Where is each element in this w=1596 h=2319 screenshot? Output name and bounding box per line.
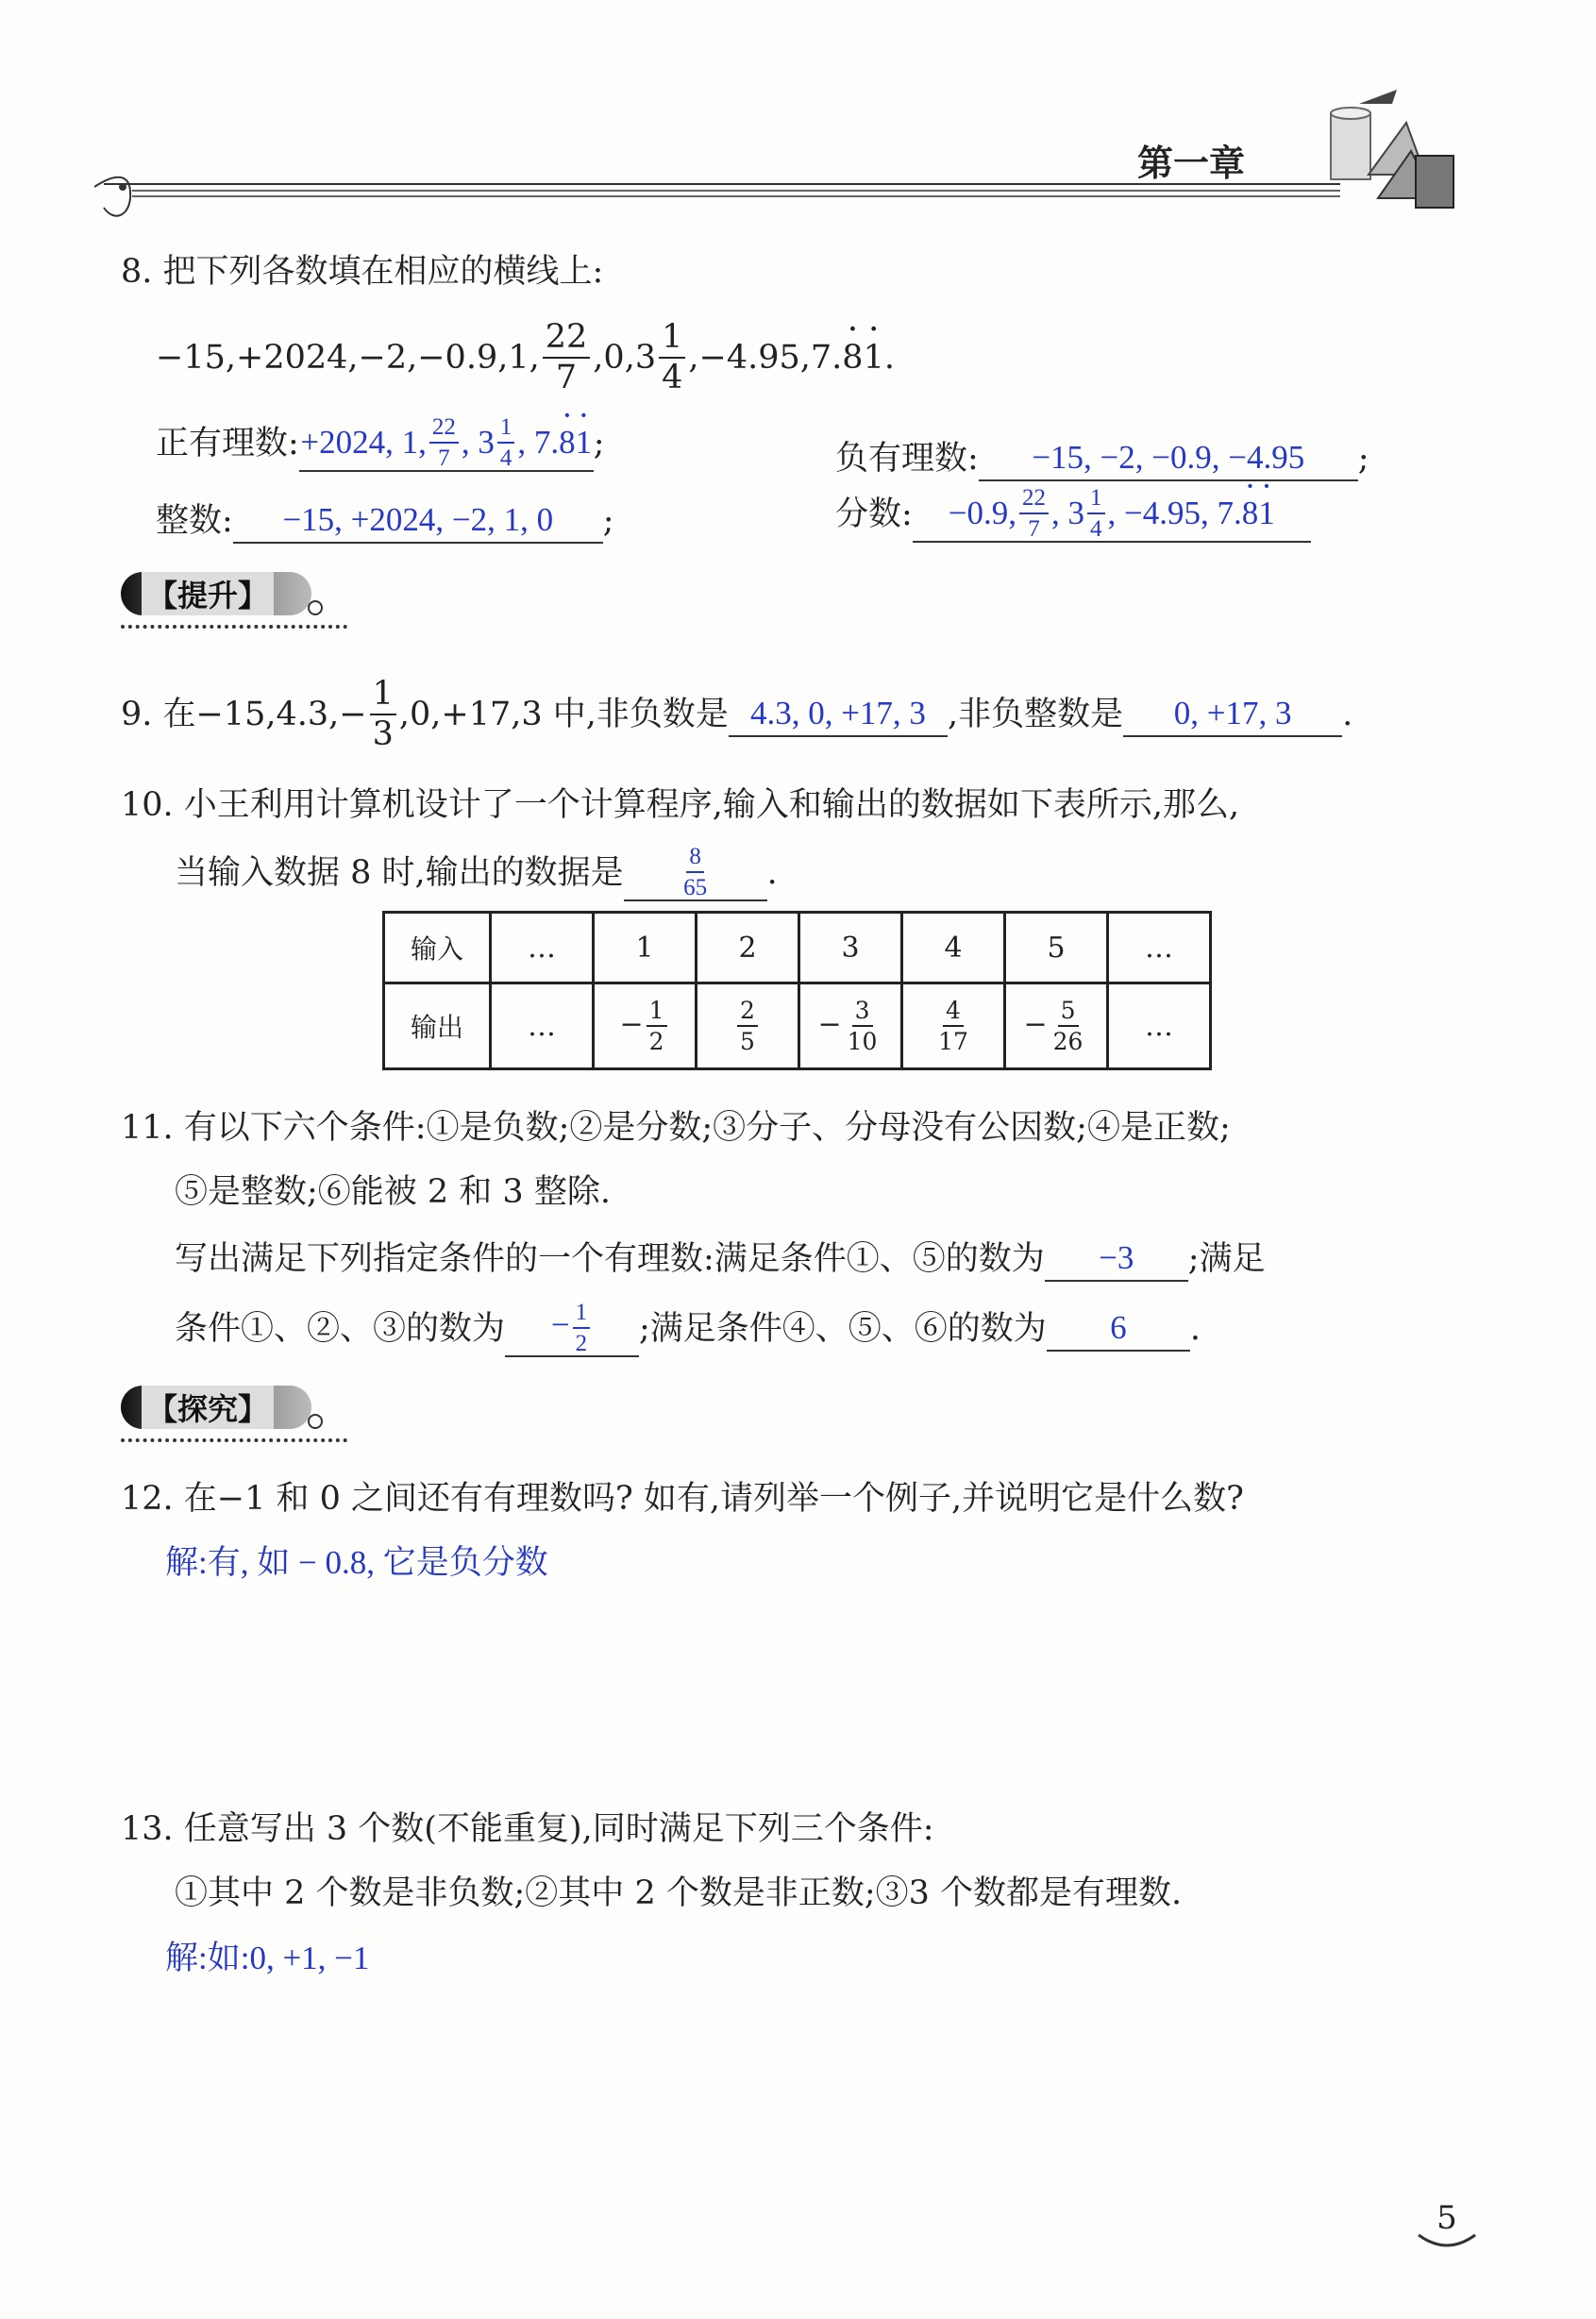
- q9-answer-nonnegative: 4.3, 0, +17, 3: [729, 692, 948, 737]
- section-badge-explore: [121, 1384, 325, 1431]
- q11-answer-1: −3: [1045, 1236, 1188, 1282]
- q9-text-a: 9. 在−15,4.3,−: [121, 696, 367, 733]
- q10-output-cell: $\frac{2}{5}$: [697, 983, 799, 1069]
- q11-line4b-text: ;满足条件④、⑤、⑥的数为: [639, 1310, 1047, 1348]
- q13-answer: 解:如:0, +1, −1: [165, 1940, 370, 1976]
- q8-integer-label: 整数:: [156, 502, 233, 540]
- q13-line2: ①其中 2 个数是非负数;②其中 2 个数是非正数;③3 个数都是有理数.: [175, 1874, 1183, 1912]
- q13-line1: 13. 任意写出 3 个数(不能重复),同时满足下列三个条件:: [121, 1810, 934, 1848]
- q8-positive-row: [156, 415, 605, 472]
- q10-output-cell: …: [491, 983, 594, 1069]
- q10-input-cell: …: [1108, 913, 1211, 983]
- q10-line2-text: 当输入数据 8 时,输出的数据是: [175, 854, 624, 892]
- q10-input-cell: 5: [1005, 913, 1108, 983]
- q11-line3-text: 写出满足下列指定条件的一个有理数:满足条件①、⑤的数为: [175, 1240, 1045, 1278]
- q10-output-cell: …: [1108, 983, 1211, 1069]
- q12-answer: 解:有, 如 − 0.8, 它是负分数: [165, 1544, 548, 1581]
- q9-text-b: ,0,+17,3 中,非负数是: [398, 696, 729, 733]
- q9-end: .: [1342, 696, 1353, 733]
- header-rule-decoration: [94, 85, 1491, 217]
- q10-input-cell: …: [491, 913, 594, 983]
- chapter-header: [94, 85, 1491, 217]
- q8-negative-row: [835, 436, 1369, 481]
- q10-io-table: [382, 911, 1212, 1070]
- q10-input-cell: 1: [594, 913, 697, 983]
- q11-answer-3: 6: [1047, 1306, 1190, 1352]
- q10-input-cell: 3: [799, 913, 902, 983]
- q9-answer-nonnegative-integer: 0, +17, 3: [1123, 692, 1342, 737]
- q8-negative-answer: −15, −2, −0.9, −4.95: [979, 436, 1358, 481]
- q10-end: .: [766, 854, 778, 892]
- q11-line4: [175, 1301, 1201, 1357]
- q8-numbers-a: −15,+2024,−2,−0.9,1,: [156, 339, 540, 377]
- q10-output-label: 输出: [384, 983, 491, 1069]
- q8-integer-row: [156, 498, 614, 544]
- q8-semi-3: ;: [602, 502, 614, 540]
- q11-line2: ⑤是整数;⑥能被 2 和 3 整除.: [175, 1173, 611, 1211]
- q11-answer-2: − $\frac{1}{2}$: [505, 1301, 639, 1357]
- q8-positive-answer: +2024, 1, $\frac{22}{7}$ , 3 $\frac{1}{4}$ , 7. · 8 · 1: [299, 415, 594, 472]
- chapter-title: 第一章: [1137, 142, 1246, 184]
- q11-line4-text: 条件①、②、③的数为: [175, 1310, 506, 1348]
- page-number-badge: [1414, 2199, 1480, 2256]
- q10-input-row: [384, 913, 1211, 983]
- q11-end: .: [1189, 1310, 1201, 1348]
- q8-numbers-b: ,0,3: [593, 339, 657, 377]
- q10-input-cell: 2: [697, 913, 799, 983]
- q8-prompt: 8. 把下列各数填在相应的横线上:: [121, 253, 604, 291]
- section-badge-up: [121, 570, 325, 617]
- q10-output-cell: − $\frac{3}{10}$: [799, 983, 902, 1069]
- q8-negative-label: 负有理数:: [835, 440, 979, 478]
- q8-fraction-answer: −0.9, $\frac{22}{7}$ , 3 $\frac{1}{4}$ , −4.95, 7. · 8 · 1: [913, 486, 1311, 543]
- q11-line3: [175, 1236, 1266, 1282]
- q10-output-row: [384, 983, 1211, 1069]
- q10-output-cell: $\frac{4}{17}$: [902, 983, 1005, 1069]
- q8-number-list: [156, 318, 895, 396]
- q8-repeat-digit-b: · 1: [864, 336, 884, 379]
- q12-text: 12. 在−1 和 0 之间还有有理数吗? 如有,请列举一个例子,并说明它是什么数?: [121, 1480, 1244, 1518]
- q8-semi-1: ;: [593, 425, 605, 462]
- page-number: 5: [1436, 2199, 1457, 2237]
- q10-line1: 10. 小王利用计算机设计了一个计算程序,输入和输出的数据如下表所示,那么,: [121, 786, 1240, 824]
- q8-semi-2: ;: [1357, 440, 1369, 478]
- section-up-label: 【提升】: [142, 572, 274, 615]
- q8-fraction-22-7: $\frac{22}{7}$: [543, 321, 591, 395]
- q8-end: .: [883, 339, 895, 377]
- chapter-emblem-icon: [1331, 90, 1453, 208]
- q8-numbers-c: ,−4.95,7.: [688, 339, 843, 377]
- q8-fraction-row: [835, 486, 1311, 543]
- badge-dot-icon: [306, 598, 325, 617]
- q9-fraction: $\frac{1}{3}$: [370, 678, 396, 751]
- q11-line1: 11. 有以下六个条件:①是负数;②是分数;③分子、分母没有公因数;④是正数;: [121, 1109, 1231, 1147]
- q9-text-c: ,非负整数是: [947, 696, 1124, 733]
- q8-integer-answer: −15, +2024, −2, 1, 0: [233, 498, 603, 544]
- q10-answer: $\frac{8}{65}$: [624, 845, 767, 901]
- q10-input-label: 输入: [384, 913, 491, 983]
- q10-output-cell: − $\frac{1}{2}$: [594, 983, 697, 1069]
- q8-fraction-label: 分数:: [835, 496, 913, 533]
- section-up-underline: [121, 625, 347, 629]
- q11-line3b-text: ;满足: [1187, 1240, 1266, 1278]
- section-explore-underline: [121, 1438, 347, 1442]
- q8-mixed-fraction: $\frac{1}{4}$: [659, 321, 685, 395]
- q9-row: [121, 675, 1353, 753]
- q10-output-cell: − $\frac{5}{26}$: [1005, 983, 1108, 1069]
- q10-input-cell: 4: [902, 913, 1005, 983]
- q8-repeat-digit-a: · 8: [842, 336, 863, 379]
- q10-line2: [175, 845, 778, 901]
- section-explore-label: 【探究】: [142, 1386, 274, 1429]
- q8-positive-label: 正有理数:: [156, 425, 299, 462]
- badge-dot-icon: [306, 1412, 325, 1431]
